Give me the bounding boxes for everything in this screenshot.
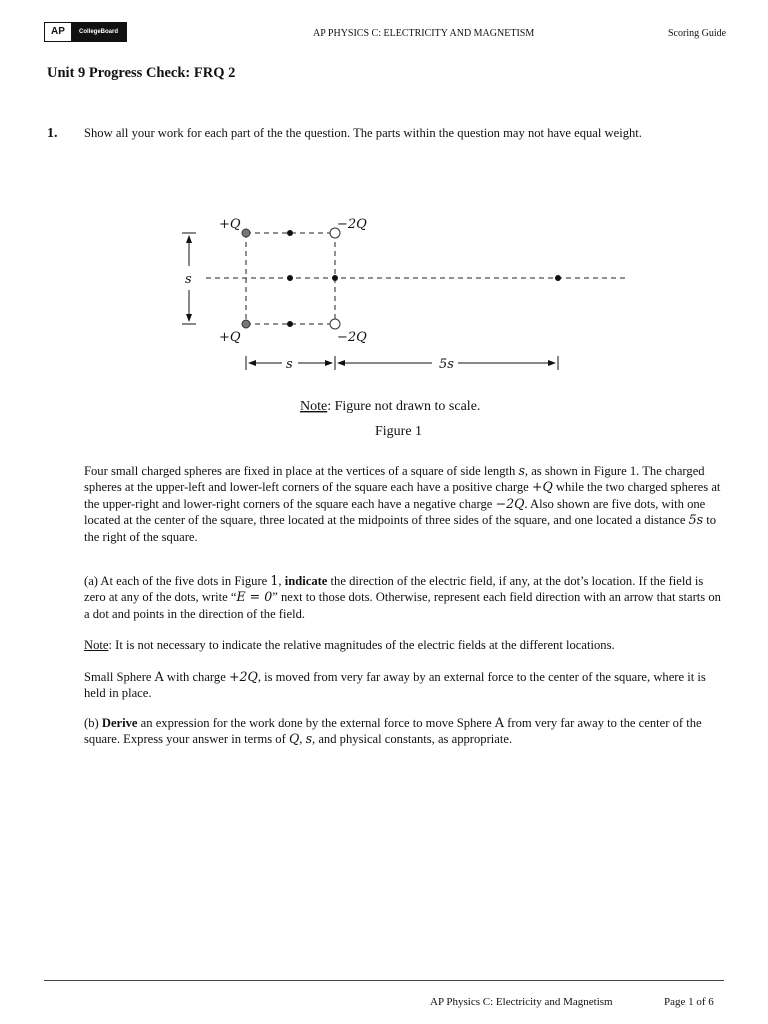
note-magnitudes: Note: It is not necessary to indicate the relative magnitudes of the electric fields at the different locations. (84, 638, 615, 652)
label-bottom-s: s (286, 357, 293, 372)
footer-page-number: Page 1 of 6 (664, 996, 714, 1008)
label-upper-left-charge: +Q (219, 217, 241, 232)
label-upper-right-charge: −2Q (337, 217, 367, 232)
dot-center (287, 275, 293, 281)
dot-bottom-midpoint (287, 321, 293, 327)
logo-ap-text: AP (45, 23, 71, 41)
label-side-s: s (185, 272, 192, 287)
charge-lower-left-sphere (242, 320, 250, 328)
charge-upper-left-sphere (242, 229, 250, 237)
page-title: Unit 9 Progress Check: FRQ 2 (47, 65, 236, 81)
footer-divider (44, 980, 724, 981)
problem-description: Four small charged spheres are fixed in place at the vertices of a square of side length s, as shown in Figure 1. The charged spheres at the upper-left and lower-left corners of the square each have a positive charge +Q while the two charged spheres at the upper-right and lower-right corners of the square each have a negative charge −2Q. Also shown are five dots, with one located at the center of the square, three located at the midpoints of three sides of the square, and one located a distance 5s to the right of the square. (84, 463, 721, 544)
label-5s: 5s (439, 357, 454, 372)
sphere-a-text: Small Sphere A with charge +2Q, is moved from very far away by an external force to the center of the square, where it is held in place. (84, 669, 706, 701)
footer-course: AP Physics C: Electricity and Magnetism (430, 996, 613, 1008)
figure-1-diagram (0, 0, 768, 460)
figure-note: Note: Figure not drawn to scale. (300, 399, 481, 414)
dot-far-right (555, 275, 561, 281)
part-a-text: (a) At each of the five dots in Figure 1, indicate the direction of the electric field, if any, at the dot’s location. If the field is zero at any of the dots, write “E = 0” next to those dots. Otherwise, represent each field direction with an arrow that starts on a dot and points in the direction of the field. (84, 573, 721, 621)
figure-caption: Figure 1 (375, 424, 423, 439)
logo-collegeboard-text: CollegeBoard (71, 23, 126, 41)
dot-right-midpoint (332, 275, 338, 281)
header-course-title: AP PHYSICS C: ELECTRICITY AND MAGNETISM (313, 28, 535, 39)
dot-top-midpoint (287, 230, 293, 236)
part-b-text: (b) Derive an expression for the work done by the external force to move Sphere A from very far away to the center of the square. Express your answer in terms of Q, s, and physical constants, as appropriate. (84, 715, 702, 747)
header-doc-type: Scoring Guide (668, 28, 727, 39)
label-lower-right-charge: −2Q (337, 330, 367, 345)
label-lower-left-charge: +Q (219, 330, 241, 345)
charge-lower-right-sphere (330, 319, 340, 329)
question-number: 1. (47, 126, 58, 141)
question-instruction: Show all your work for each part of the the question. The parts within the question may not have equal weight. (84, 126, 642, 140)
